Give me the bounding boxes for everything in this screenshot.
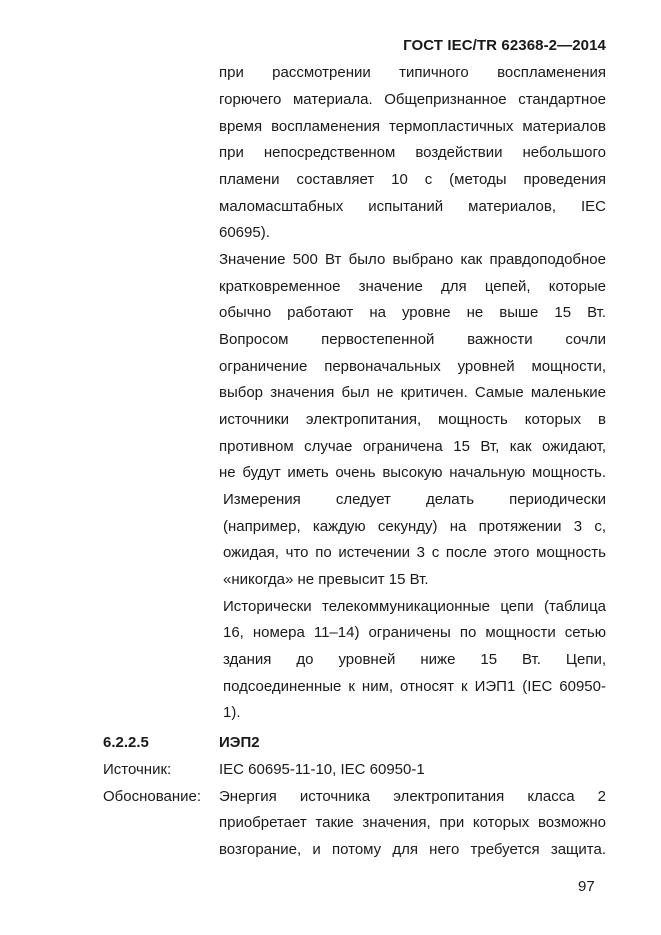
text-line: Значение 500 Вт было выбрано как правдоподобное: [219, 251, 606, 268]
section-number: 6.2.2.5: [103, 734, 149, 751]
section-title: ИЭП2: [219, 734, 260, 751]
text-line: подсоединенные к ним, относят к ИЭП1 (IEC 60950-: [223, 678, 606, 695]
text-line: ограничение первоначальных уровней мощности,: [219, 358, 606, 375]
text-line: не будут иметь очень высокую начальную мощность.: [219, 464, 606, 481]
text-line: кратковременное значение для цепей, которые: [219, 278, 606, 295]
text-line: (например, каждую секунду) на протяжении 3 с,: [223, 518, 606, 535]
text-line: противном случае ограничена 15 Вт, как ожидают,: [219, 438, 606, 455]
text-line: маломасштабных испытаний материалов, IEC: [219, 198, 606, 215]
page-number: 97: [578, 878, 595, 895]
text-line: пламени составляет 10 с (методы проведения: [219, 171, 606, 188]
rationale-line: возгорание, и потому для него требуется защита.: [219, 841, 606, 858]
text-line: время воспламенения термопластичных материалов: [219, 118, 606, 135]
text-line: 1).: [223, 704, 241, 721]
rationale-label: Обоснование:: [103, 788, 202, 805]
text-line: при рассмотрении типичного воспламенения: [219, 64, 606, 81]
document-header: ГОСТ IEC/TR 62368-2—2014: [403, 37, 606, 54]
source-value: IEC 60695-11-10, IEC 60950-1: [219, 761, 425, 778]
text-line: выбор значения был не критичен. Самые маленькие: [219, 384, 606, 401]
text-line: 60695).: [219, 224, 270, 241]
rationale-line: приобретает такие значения, при которых возможно: [219, 814, 606, 831]
text-line: Вопросом первостепенной важности сочли: [219, 331, 606, 348]
text-line: горючего материала. Общепризнанное стандартное: [219, 91, 606, 108]
text-line: здания до уровней ниже 15 Вт. Цепи,: [223, 651, 606, 668]
text-line: Измерения следует делать периодически: [223, 491, 606, 508]
text-line: ожидая, что по истечении 3 с после этого мощность: [223, 544, 606, 561]
text-line: источники электропитания, мощность которых в: [219, 411, 606, 428]
text-line: Исторически телекоммуникационные цепи (таблица: [223, 598, 606, 615]
text-line: при непосредственном воздействии небольшого: [219, 144, 606, 161]
source-label: Источник:: [103, 761, 172, 778]
rationale-line: Энергия источника электропитания класса 2: [219, 788, 606, 805]
text-line: «никогда» не превысит 15 Вт.: [223, 571, 429, 588]
text-line: 16, номера 11–14) ограничены по мощности сетью: [223, 624, 606, 641]
text-line: обычно работают на уровне не выше 15 Вт.: [219, 304, 606, 321]
